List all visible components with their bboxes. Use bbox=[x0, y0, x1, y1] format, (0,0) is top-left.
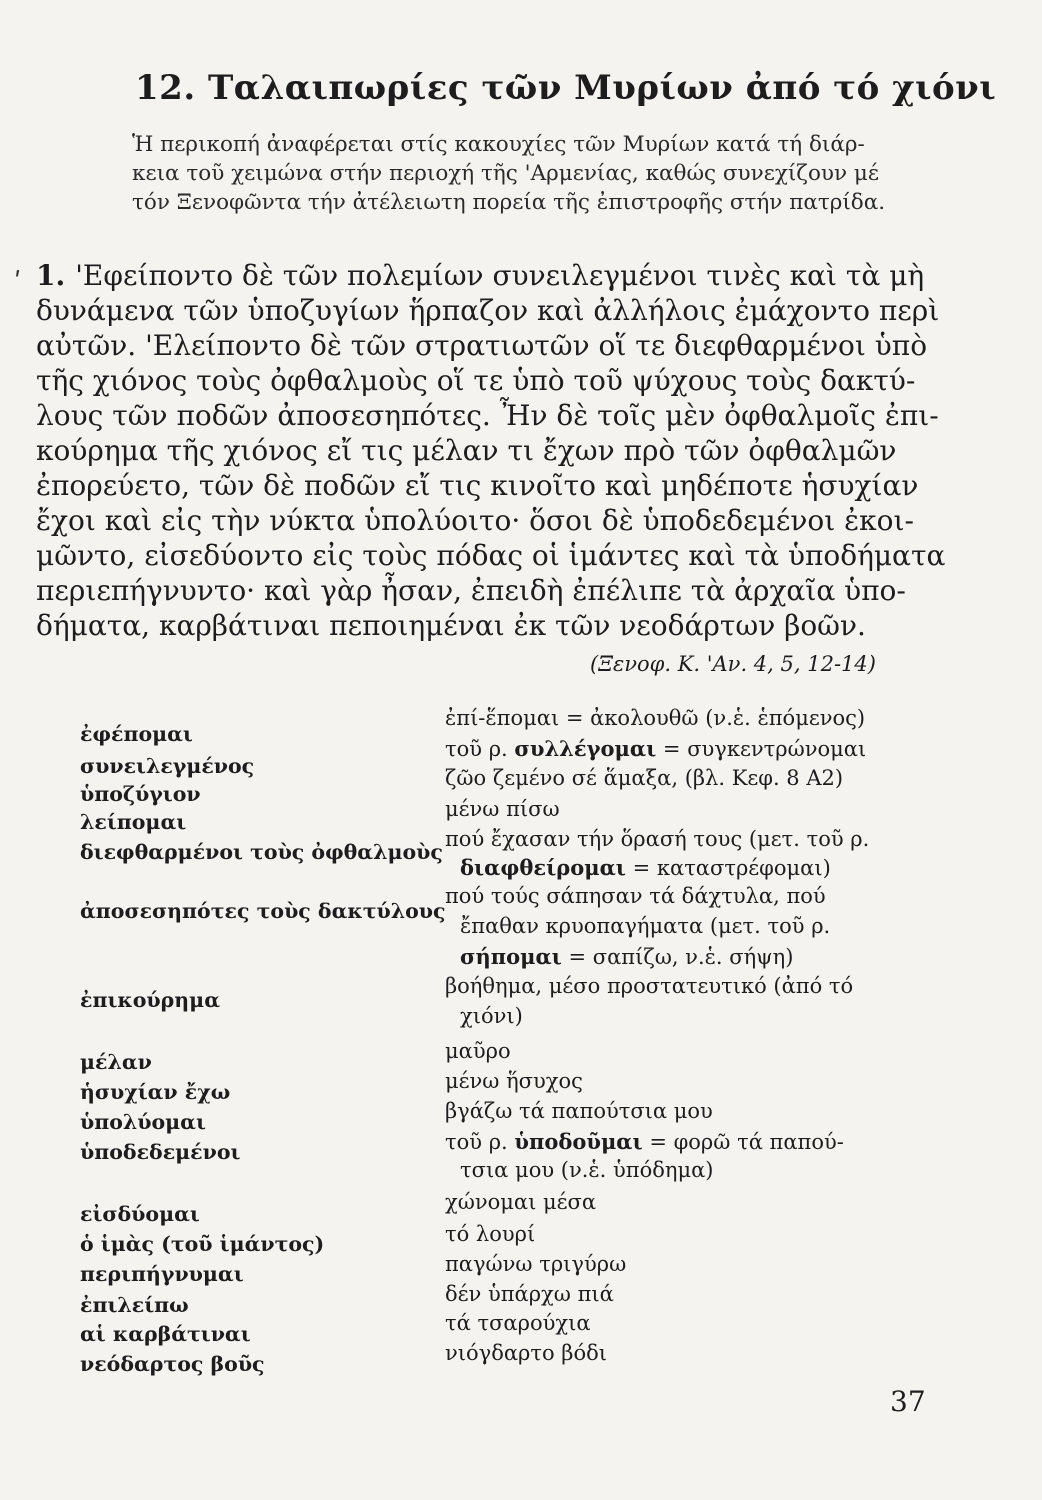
gloss-line: πού τούς σάπησαν τά δάχτυλα, πού bbox=[445, 884, 826, 908]
vocab-term: διεφθαρμένοι τοὺς ὀφθαλμοὺς bbox=[80, 840, 443, 864]
gloss-line: ζῶο ζεμένο σέ ἅμαξα, (βλ. Κεφ. 8 Α2) bbox=[445, 766, 844, 790]
vocab-term: ἡσυχίαν ἔχω bbox=[80, 1080, 231, 1104]
gloss-headword: σήπομαι bbox=[460, 944, 562, 969]
gloss-line: τσια μου (ν.ἑ. ὑπόδημα) bbox=[460, 1158, 714, 1182]
gloss-headword: ὑποδοῦμαι bbox=[514, 1129, 643, 1154]
intro-line: Ἡ περικοπή ἀναφέρεται στίς κακουχίες τῶν Μυρίων κατά τή διάρ- bbox=[132, 132, 865, 157]
passage-line: ἐπορεύετο, τῶν δὲ ποδῶν εἴ τις κινοῖτο καὶ μηδέποτε ἡσυχίαν bbox=[36, 469, 919, 502]
gloss-line: χιόνι) bbox=[460, 1004, 523, 1028]
passage-line: δήματα, καρβάτιναι πεποιημέναι ἐκ τῶν νεοδάρτων βοῶν. bbox=[36, 609, 866, 642]
vocab-term: ἐπιλείπω bbox=[80, 1293, 189, 1317]
vocab-term: ὑποζύγιον bbox=[80, 782, 201, 806]
gloss-line: χώνομαι μέσα bbox=[445, 1190, 597, 1214]
gloss-headword: συλλέγομαι bbox=[514, 736, 657, 761]
gloss-line: ἐπί-ἕπομαι = ἀκολουθῶ (ν.ἑ. ἑπόμενος) bbox=[445, 706, 866, 730]
vocab-term: νεόδαρτος βοῦς bbox=[80, 1352, 265, 1376]
vocab-term: εἰσδύομαι bbox=[80, 1202, 200, 1226]
passage-source: (Ξενοφ. Κ. 'Αν. 4, 5, 12-14) bbox=[590, 652, 876, 676]
paragraph-number: 1. bbox=[36, 259, 66, 292]
intro-line: κεια τοῦ χειμώνα στήν περιοχή τῆς 'Αρμενίας, καθώς συνεχίζουν μέ bbox=[132, 161, 879, 186]
passage-line: ἔχοι καὶ εἰς τὴν νύκτα ὑπολύοιτο· ὅσοι δὲ ὑποδεδεμένοι ἐκοι- bbox=[36, 504, 914, 537]
gloss-line: τά τσαρούχια bbox=[445, 1311, 591, 1335]
gloss-line: τοῦ ρ. συλλέγομαι = συγκεντρώνομαι bbox=[445, 736, 867, 761]
gloss-line: πού ἔχασαν τήν ὅρασή τους (μετ. τοῦ ρ. bbox=[445, 827, 870, 851]
gloss-line: τοῦ ρ. ὑποδοῦμαι = φορῶ τά παπού- bbox=[445, 1129, 844, 1154]
vocab-term: συνειλεγμένος bbox=[80, 754, 255, 778]
passage-line: 1. 'Εφείποντο δὲ τῶν πολεμίων συνειλεγμένοι τινὲς καὶ τὰ μὴ bbox=[36, 259, 925, 292]
gloss-line: μένω ἥσυχος bbox=[445, 1069, 583, 1093]
passage-line: περιεπήγνυντο· καὶ γὰρ ἦσαν, ἐπειδὴ ἐπέλιπε τὰ ἀρχαῖα ὑπο- bbox=[36, 574, 906, 607]
passage-line: τῆς χιόνος τοὺς ὀφθαλμοὺς οἵ τε ὑπὸ τοῦ ψύχους τοὺς δακτύ- bbox=[36, 364, 916, 397]
vocab-term: ἐπικούρημα bbox=[80, 988, 220, 1012]
gloss-line: τό λουρί bbox=[445, 1222, 536, 1246]
gloss-line: ἔπαθαν κρυοπαγήματα (μετ. τοῦ ρ. bbox=[460, 914, 831, 938]
vocab-term: ὁ ἱμὰς (τοῦ ἱμάντος) bbox=[80, 1232, 325, 1256]
ancient-greek-passage bbox=[36, 258, 946, 643]
gloss-line: παγώνω τριγύρω bbox=[445, 1252, 627, 1276]
vocab-term: περιπήγνυμαι bbox=[80, 1262, 244, 1286]
passage-line: κούρημα τῆς χιόνος εἴ τις μέλαν τι ἔχων πρὸ τῶν ὀφθαλμῶν bbox=[36, 434, 897, 467]
gloss-line: μαῦρο bbox=[445, 1039, 511, 1063]
vocab-term: ὑπολύομαι bbox=[80, 1110, 206, 1134]
passage-line: μῶντο, εἰσεδύοντο εἰς τοὺς πόδας οἱ ἱμάντες καὶ τὰ ὑποδήματα bbox=[36, 539, 946, 572]
chapter-introduction bbox=[132, 130, 922, 217]
passage-line: αὐτῶν. 'Ελείποντο δὲ τῶν στρατιωτῶν οἵ τε διεφθαρμένοι ὑπὸ bbox=[36, 329, 928, 362]
vocab-term: ἀποσεσηπότες τοὺς δακτύλους bbox=[80, 899, 446, 923]
vocab-term: ὑποδεδεμένοι bbox=[80, 1140, 241, 1164]
passage-line: δυνάμενα τῶν ὑποζυγίων ἥρπαζον καὶ ἀλλήλοις ἐμάχοντο περὶ bbox=[36, 294, 940, 327]
vocab-term: ἐφέπομαι bbox=[80, 722, 193, 746]
gloss-headword: διαφθείρομαι bbox=[460, 855, 626, 880]
intro-line: τόν Ξενοφῶντα τήν ἀτέλειωτη πορεία τῆς ἐπιστροφῆς στήν πατρίδα. bbox=[132, 190, 886, 215]
vocab-term: αἱ καρβάτιναι bbox=[80, 1322, 251, 1346]
gloss-line: βοήθημα, μέσο προστατευτικό (ἀπό τό bbox=[445, 974, 854, 998]
gloss-line: σήπομαι = σαπίζω, ν.ἑ. σήψη) bbox=[460, 944, 794, 969]
gloss-line: βγάζω τά παπούτσια μου bbox=[445, 1099, 713, 1123]
passage-line: λους τῶν ποδῶν ἀποσεσηπότες. Ἦν δὲ τοῖς μὲν ὀφθαλμοῖς ἐπι- bbox=[36, 399, 939, 432]
gloss-line: νιόγδαρτο βόδι bbox=[445, 1341, 607, 1365]
gloss-line: διαφθείρομαι = καταστρέφομαι) bbox=[460, 855, 831, 880]
gloss-line: μένω πίσω bbox=[445, 797, 560, 821]
page-number: 37 bbox=[890, 1385, 926, 1418]
vocab-term: λείπομαι bbox=[80, 810, 187, 834]
chapter-title: 12. Ταλαιπωρίες τῶν Μυρίων ἀπό τό χιόνι bbox=[135, 68, 997, 108]
margin-mark: ʹ bbox=[14, 268, 22, 298]
vocab-term: μέλαν bbox=[80, 1050, 152, 1074]
gloss-line: δέν ὑπάρχω πιά bbox=[445, 1282, 614, 1306]
